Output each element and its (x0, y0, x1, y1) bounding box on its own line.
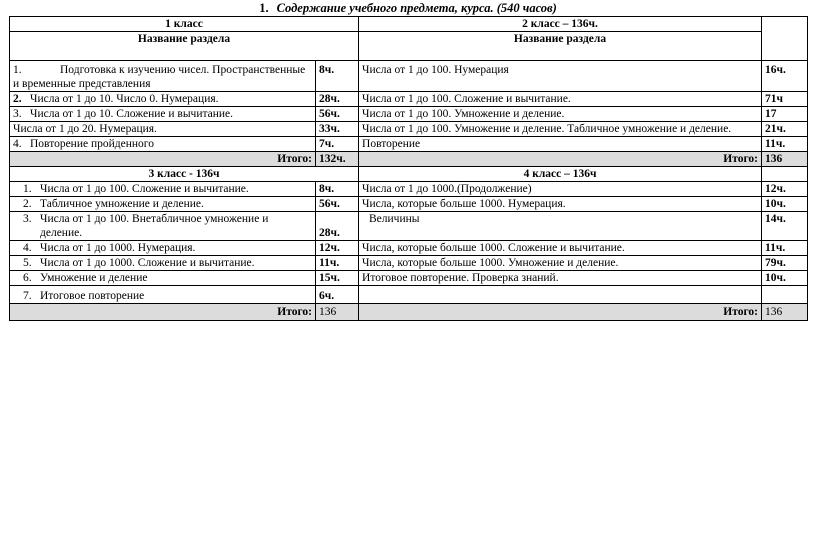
table-row (10, 137, 808, 152)
grade3-row-hours: 56ч. (316, 197, 359, 212)
grade2-row-name: Числа от 1 до 100. Сложение и вычитание. (359, 92, 762, 107)
row-title: Числа от 1 до 1000. Нумерация. (40, 242, 196, 254)
table-row (10, 271, 808, 286)
grade4-header: 4 класс – 136ч (359, 167, 762, 182)
grade3-row-name (10, 182, 316, 197)
grade1-row-hours: 7ч. (316, 137, 359, 152)
grade3-row-hours: 12ч. (316, 241, 359, 256)
table-row (10, 61, 808, 92)
row-title: Числа от 1 до 20. Нумерация. (13, 123, 157, 135)
grade2-total-value: 136 (762, 152, 808, 167)
grade4-row-hours: 79ч. (762, 256, 808, 271)
grade4-row-hours: 12ч. (762, 182, 808, 197)
grade3-total-label: Итого: (10, 304, 316, 321)
total-row (10, 152, 808, 167)
row-title: Числа от 1 до 10. Число 0. Нумерация. (30, 93, 219, 105)
grade1-row-hours: 28ч. (316, 92, 359, 107)
grade1-row-hours: 33ч. (316, 122, 359, 137)
grade4-total-label: Итого: (359, 304, 762, 321)
grade1-row-name (10, 92, 316, 107)
grade4-row-hours: 10ч. (762, 197, 808, 212)
grade3-total-value: 136 (316, 304, 359, 321)
title-text: Содержание учебного предмета, курса. (540 часов) (276, 1, 557, 15)
grade3-row-name (10, 212, 316, 241)
grade4-row-name: Числа, которые больше 1000. Умножение и деление. (359, 256, 762, 271)
row-title: Числа от 1 до 10. Сложение и вычитание. (30, 108, 234, 120)
grade1-header: 1 класс (10, 17, 359, 32)
section-label-row (10, 32, 808, 61)
grade3-row-name (10, 241, 316, 256)
grade1-row-hours: 8ч. (316, 61, 359, 92)
grade4-row-hours: 14ч. (762, 212, 808, 241)
row-number: 1. (23, 183, 32, 195)
table-row (10, 197, 808, 212)
row-number: 4. (23, 242, 32, 254)
table-row (10, 122, 808, 137)
grade1-row-hours: 56ч. (316, 107, 359, 122)
row-title: Итоговое повторение (40, 290, 145, 302)
grade2-row-hours: 11ч. (762, 137, 808, 152)
grade1-total-label: Итого: (10, 152, 316, 167)
grade3-header: 3 класс - 136ч (10, 167, 359, 182)
grade3-row-hours: 11ч. (316, 256, 359, 271)
grade4-row-hours (762, 286, 808, 304)
grade4-row-hours: 11ч. (762, 241, 808, 256)
row-number: 3. (13, 108, 22, 120)
grade1-total-value: 132ч. (316, 152, 359, 167)
grade4-row-name: Числа, которые больше 1000. Нумерация. (359, 197, 762, 212)
grade3-row-hours: 8ч. (316, 182, 359, 197)
row-number: 7. (23, 290, 32, 302)
grade2-row-hours: 21ч. (762, 122, 808, 137)
table-row (10, 286, 808, 304)
table-row (10, 107, 808, 122)
grade2-row-name: Числа от 1 до 100. Умножение и деление. Табличное умножение и деление. (359, 122, 762, 137)
table-row (10, 212, 808, 241)
grade3-row-name (10, 197, 316, 212)
grade4-row-name: Числа, которые больше 1000. Сложение и вычитание. (359, 241, 762, 256)
grade2-row-name: Числа от 1 до 100. Нумерация (359, 61, 762, 92)
grade3-row-hours: 6ч. (316, 286, 359, 304)
grade2-row-hours: 17 (762, 107, 808, 122)
grade1-row-name (10, 107, 316, 122)
table-row (10, 256, 808, 271)
grade3-row-hours: 15ч. (316, 271, 359, 286)
row-title: Табличное умножение и деление. (40, 198, 204, 210)
grade3-row-name (10, 286, 316, 304)
row-title: Числа от 1 до 100. Внетабличное умножение и деление. (40, 213, 269, 239)
grade1-section-label: Название раздела (10, 32, 359, 61)
grade-header-row (10, 167, 808, 182)
grade4-row-name: Числа от 1 до 1000.(Продолжение) (359, 182, 762, 197)
grade3-row-name (10, 256, 316, 271)
grade1-row-name (10, 122, 316, 137)
table-row (10, 182, 808, 197)
row-title: Умножение и деление (40, 272, 148, 284)
title-number: 1. (259, 1, 269, 15)
grade1-row-name (10, 61, 316, 92)
grade2-row-hours: 16ч. (762, 61, 808, 92)
row-title: Числа от 1 до 100. Сложение и вычитание. (40, 183, 249, 195)
row-number: 5. (23, 257, 32, 269)
grade4-row-name (359, 286, 762, 304)
grade2-total-label: Итого: (359, 152, 762, 167)
table-row (10, 241, 808, 256)
table-row (10, 92, 808, 107)
grade3-row-name (10, 271, 316, 286)
grade4-row-hours: 10ч. (762, 271, 808, 286)
row-number: 1. (13, 64, 22, 76)
grade1-row-name (10, 137, 316, 152)
row-number: 2. (13, 93, 22, 105)
grade4-total-value: 136 (762, 304, 808, 321)
curriculum-table (9, 16, 808, 321)
row-title: Числа от 1 до 1000. Сложение и вычитание. (40, 257, 255, 269)
grade2-section-label: Название раздела (359, 32, 762, 61)
total-row (10, 304, 808, 321)
document-title (0, 1, 816, 16)
row-number: 4. (13, 138, 22, 150)
grade2-row-name: Числа от 1 до 100. Умножение и деление. (359, 107, 762, 122)
grade2-header: 2 класс – 136ч. (359, 17, 762, 32)
grade4-row-name: Величины (359, 212, 762, 241)
grade4-hours-header (762, 167, 808, 182)
grade2-row-name: Повторение (359, 137, 762, 152)
grade3-row-hours: 28ч. (316, 212, 359, 241)
grade4-row-name: Итоговое повторение. Проверка знаний. (359, 271, 762, 286)
grade2-hours-header (762, 17, 808, 61)
row-title: Подготовка к изучению чисел. Пространственные и временные представления (13, 64, 306, 90)
row-title: Повторение пройденного (30, 138, 154, 150)
grade2-row-hours: 71ч (762, 92, 808, 107)
grade-header-row (10, 17, 808, 32)
row-number: 3. (23, 213, 32, 225)
row-number: 6. (23, 272, 32, 284)
row-number: 2. (23, 198, 32, 210)
